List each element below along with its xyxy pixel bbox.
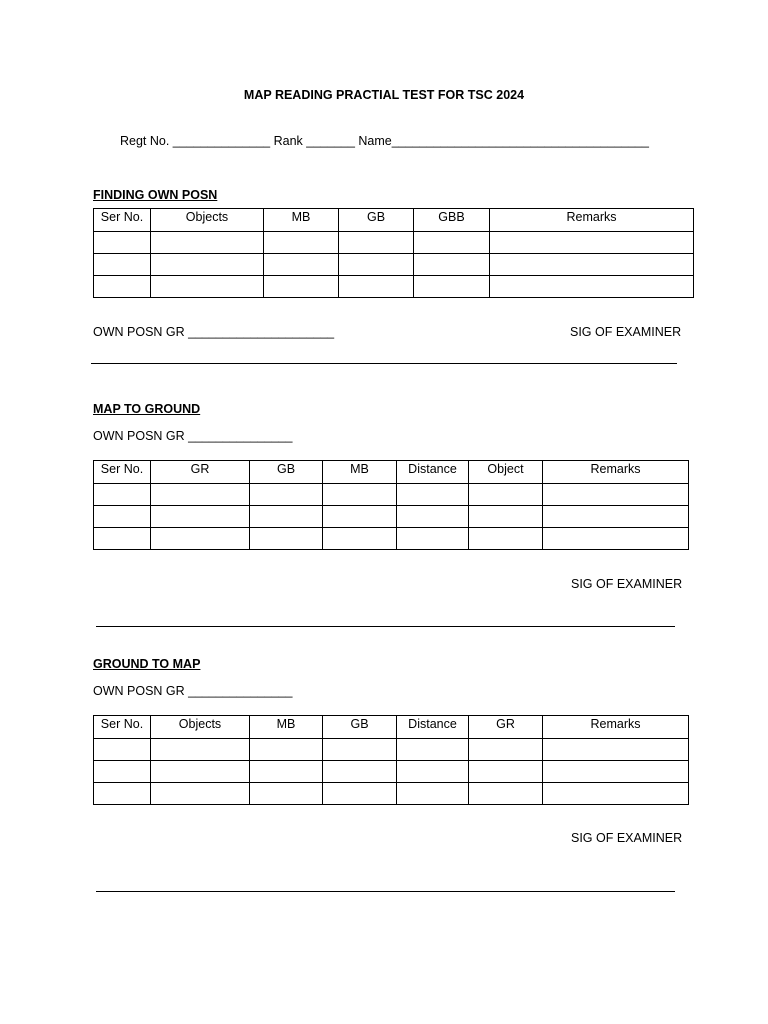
- table-cell[interactable]: [94, 761, 151, 783]
- separator-line: [96, 626, 675, 627]
- sig-of-examiner-label: SIG OF EXAMINER: [571, 577, 683, 591]
- table-cell[interactable]: [490, 254, 694, 276]
- table-cell[interactable]: [151, 528, 250, 550]
- sig-of-examiner-label: SIG OF EXAMINER: [570, 325, 682, 339]
- table-cell[interactable]: [151, 761, 250, 783]
- table-cell[interactable]: [490, 232, 694, 254]
- table-row: [94, 484, 689, 506]
- column-header: GR: [469, 716, 543, 739]
- table-cell[interactable]: [469, 506, 543, 528]
- table-cell[interactable]: [151, 783, 250, 805]
- table-cell[interactable]: [414, 254, 490, 276]
- table-cell[interactable]: [94, 254, 151, 276]
- table-cell[interactable]: [323, 761, 397, 783]
- table-cell[interactable]: [543, 506, 689, 528]
- table-cell[interactable]: [490, 276, 694, 298]
- table-row: [94, 506, 689, 528]
- table-cell[interactable]: [250, 739, 323, 761]
- table-cell[interactable]: [543, 528, 689, 550]
- table-cell[interactable]: [151, 739, 250, 761]
- table-cell[interactable]: [339, 232, 414, 254]
- table-row: [94, 528, 689, 550]
- table-cell[interactable]: [94, 528, 151, 550]
- section2-heading: MAP TO GROUND: [93, 402, 201, 416]
- table-cell[interactable]: [543, 484, 689, 506]
- table-cell[interactable]: [469, 484, 543, 506]
- table-row: [94, 254, 694, 276]
- table-row: [94, 761, 689, 783]
- table-cell[interactable]: [323, 506, 397, 528]
- column-header: Distance: [397, 716, 469, 739]
- page-title: MAP READING PRACTIAL TEST FOR TSC 2024: [243, 88, 525, 102]
- table-cell[interactable]: [94, 783, 151, 805]
- table-cell[interactable]: [151, 484, 250, 506]
- table-cell[interactable]: [397, 739, 469, 761]
- table-cell[interactable]: [543, 761, 689, 783]
- table-cell[interactable]: [469, 528, 543, 550]
- column-header: Ser No.: [94, 209, 151, 232]
- table-cell[interactable]: [543, 739, 689, 761]
- table-cell[interactable]: [397, 484, 469, 506]
- table-cell[interactable]: [94, 739, 151, 761]
- section3-heading: GROUND TO MAP: [93, 657, 201, 671]
- column-header: GB: [339, 209, 414, 232]
- table-cell[interactable]: [397, 783, 469, 805]
- table-cell[interactable]: [94, 276, 151, 298]
- table-cell[interactable]: [469, 783, 543, 805]
- table-cell[interactable]: [250, 783, 323, 805]
- table-cell[interactable]: [469, 739, 543, 761]
- column-header: Remarks: [490, 209, 694, 232]
- finding-own-posn-table: [93, 208, 694, 298]
- table-cell[interactable]: [94, 232, 151, 254]
- table-cell[interactable]: [397, 761, 469, 783]
- table-row: [94, 739, 689, 761]
- column-header: MB: [250, 716, 323, 739]
- table-cell[interactable]: [339, 254, 414, 276]
- table-cell[interactable]: [151, 232, 264, 254]
- table-cell[interactable]: [151, 254, 264, 276]
- column-header: GB: [250, 461, 323, 484]
- table-cell[interactable]: [151, 276, 264, 298]
- column-header: Remarks: [543, 716, 689, 739]
- separator-line: [96, 891, 675, 892]
- table-cell[interactable]: [250, 506, 323, 528]
- column-header: Objects: [151, 209, 264, 232]
- table-cell[interactable]: [397, 506, 469, 528]
- column-header: Ser No.: [94, 461, 151, 484]
- column-header: Ser No.: [94, 716, 151, 739]
- table-cell[interactable]: [250, 484, 323, 506]
- column-header: MB: [323, 461, 397, 484]
- table-cell[interactable]: [323, 484, 397, 506]
- table-cell[interactable]: [264, 232, 339, 254]
- table-cell[interactable]: [469, 761, 543, 783]
- column-header: Objects: [151, 716, 250, 739]
- column-header: Object: [469, 461, 543, 484]
- column-header: GBB: [414, 209, 490, 232]
- table-cell[interactable]: [323, 739, 397, 761]
- column-header: Distance: [397, 461, 469, 484]
- separator-line: [91, 363, 677, 364]
- table-cell[interactable]: [250, 761, 323, 783]
- table-cell[interactable]: [414, 276, 490, 298]
- sig-of-examiner-label: SIG OF EXAMINER: [571, 831, 683, 845]
- table-cell[interactable]: [264, 254, 339, 276]
- column-header: GR: [151, 461, 250, 484]
- table-cell[interactable]: [339, 276, 414, 298]
- ground-to-map-table: [93, 715, 689, 805]
- table-cell[interactable]: [94, 484, 151, 506]
- own-posn-gr-line: OWN POSN GR _______________: [93, 429, 293, 443]
- table-row: [94, 783, 689, 805]
- own-posn-gr-line: OWN POSN GR _______________: [93, 684, 293, 698]
- table-cell[interactable]: [323, 783, 397, 805]
- table-cell[interactable]: [94, 506, 151, 528]
- column-header: Remarks: [543, 461, 689, 484]
- table-cell[interactable]: [151, 506, 250, 528]
- map-to-ground-table: [93, 460, 689, 550]
- table-cell[interactable]: [323, 528, 397, 550]
- table-row: [94, 276, 694, 298]
- table-row: [94, 232, 694, 254]
- own-posn-gr-line: OWN POSN GR _____________________: [93, 325, 335, 339]
- table-cell[interactable]: [250, 528, 323, 550]
- identity-line: Regt No. ______________ Rank _______ Name_____________________________________: [120, 134, 649, 148]
- section1-heading: FINDING OWN POSN: [93, 188, 218, 202]
- table-cell[interactable]: [414, 232, 490, 254]
- table-cell[interactable]: [264, 276, 339, 298]
- table-cell[interactable]: [397, 528, 469, 550]
- table-cell[interactable]: [543, 783, 689, 805]
- column-header: GB: [323, 716, 397, 739]
- column-header: MB: [264, 209, 339, 232]
